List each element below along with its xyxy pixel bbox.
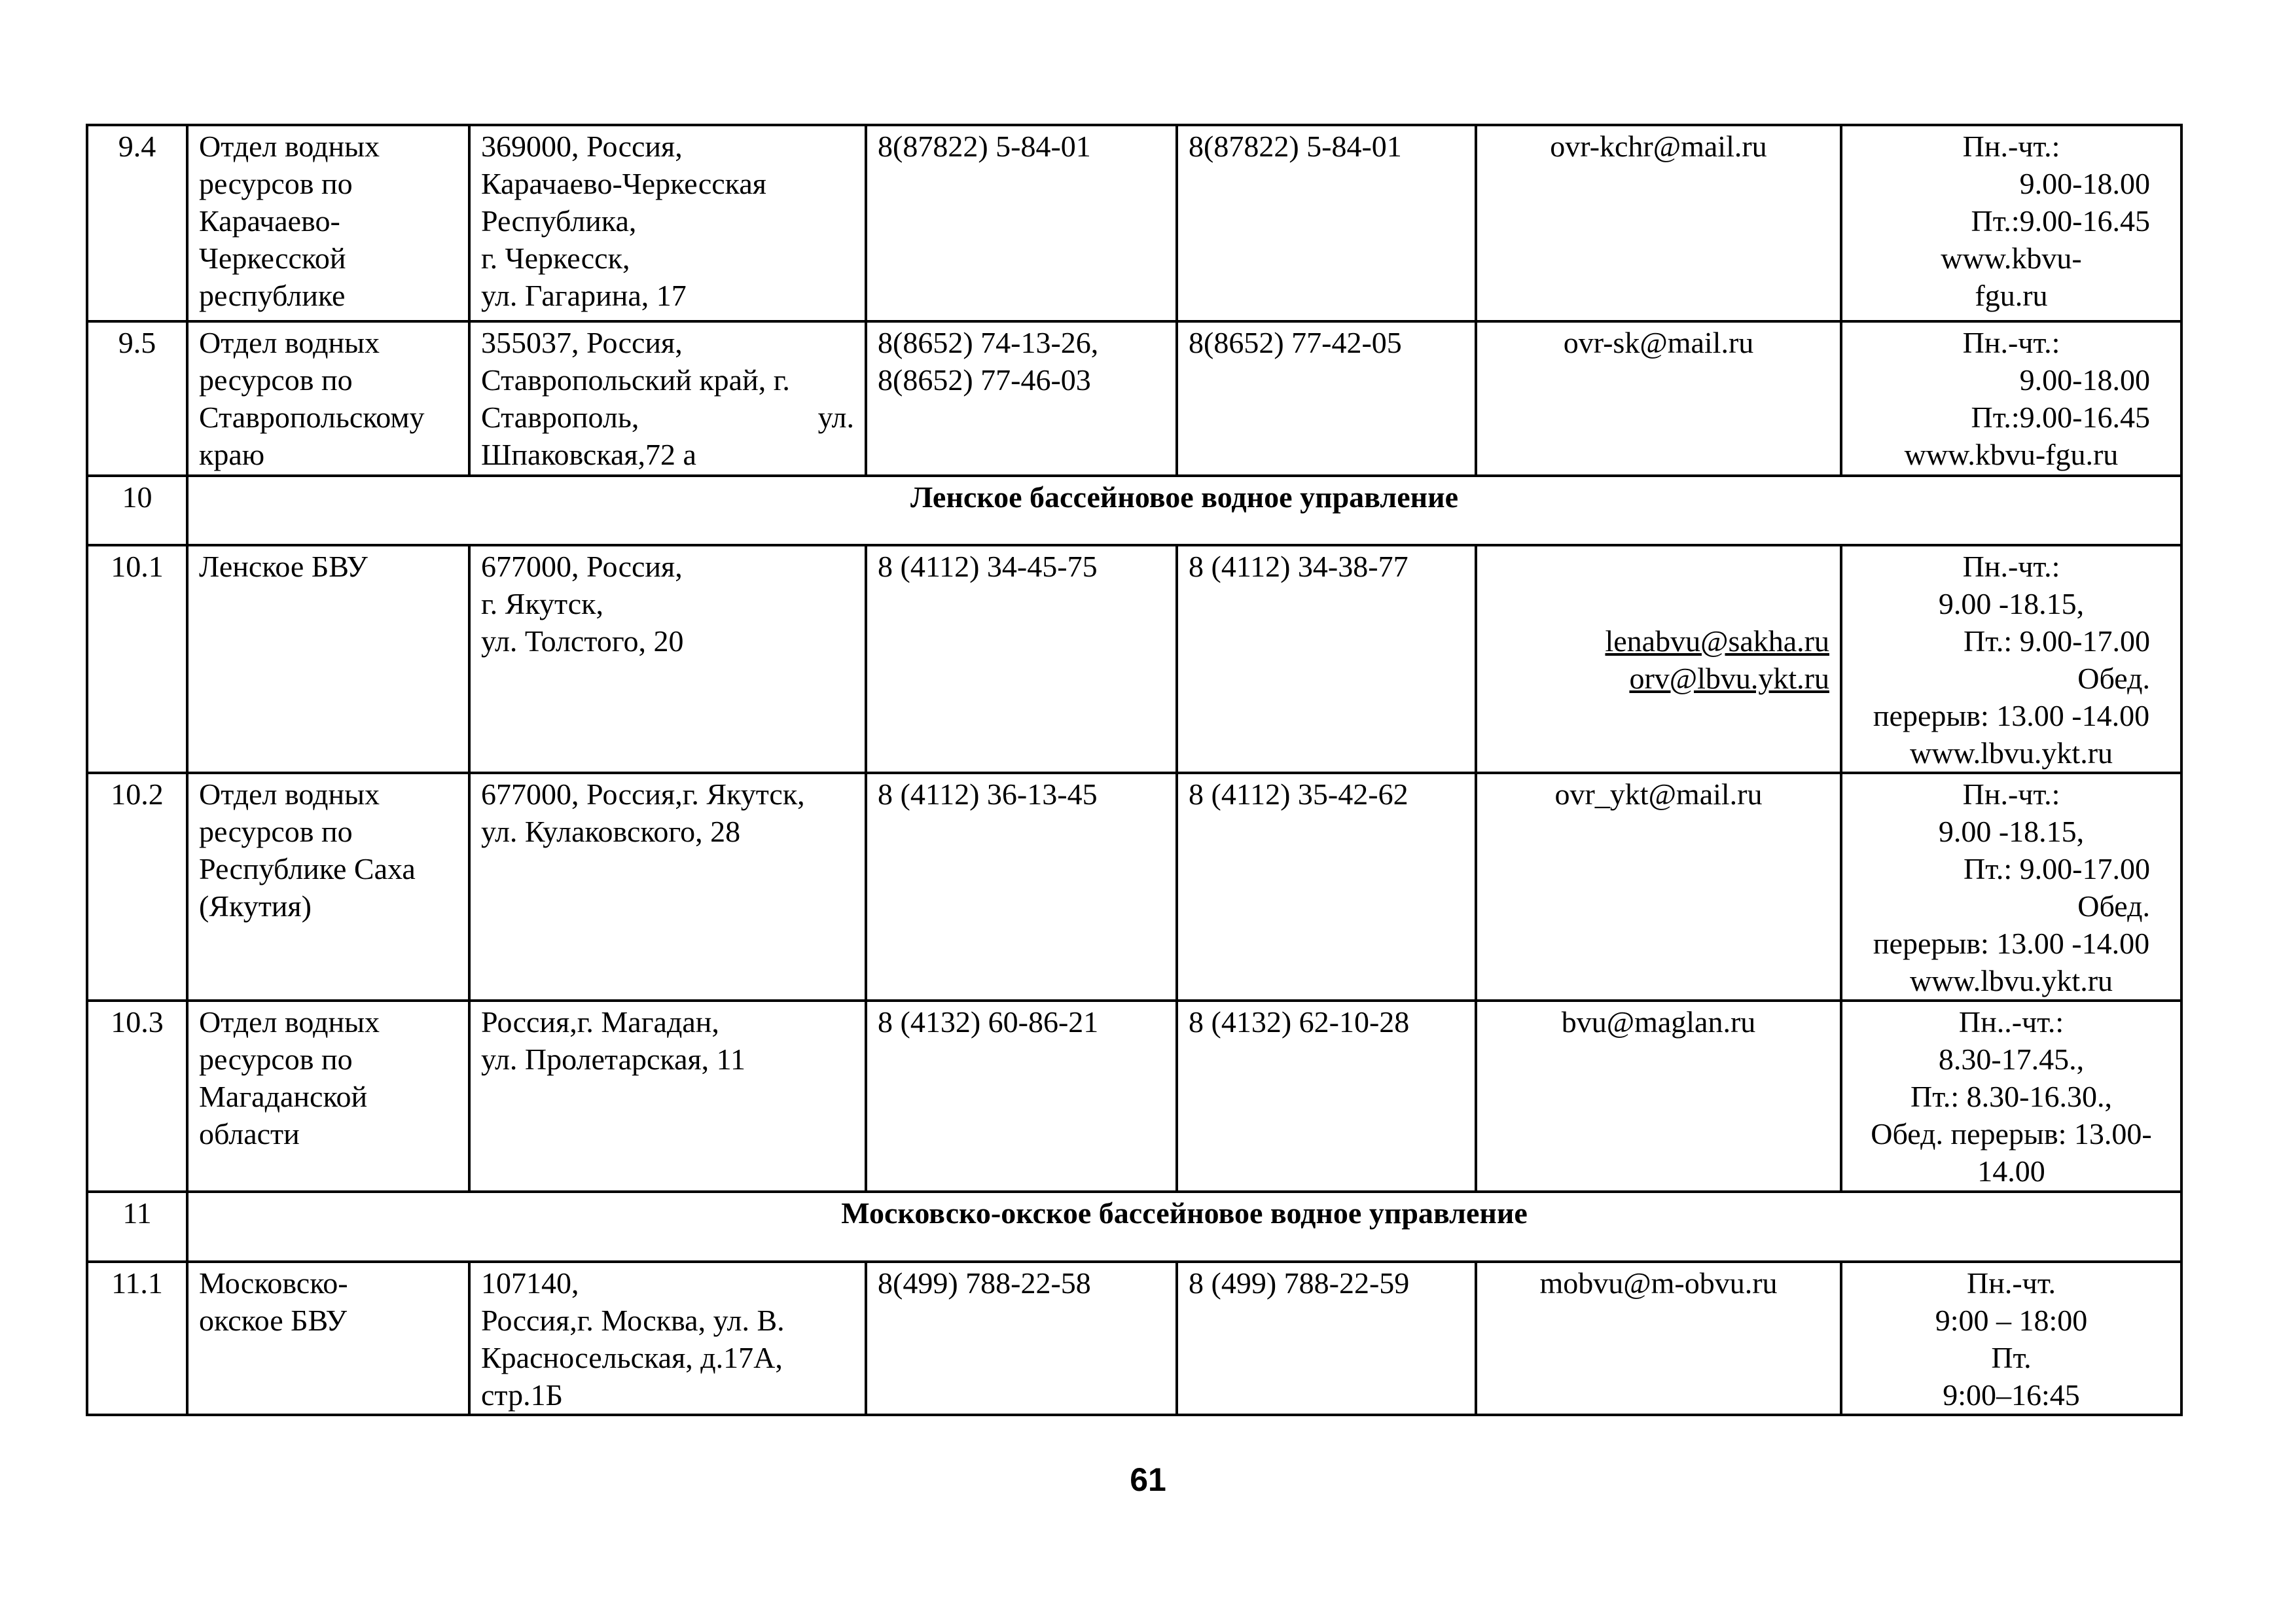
working-hours: Пн.-чт.: 9.00 -18.15, Пт.: 9.00-17.00 Обед. перерыв: 13.00 -14.00 www.lbvu.ykt.ru	[1841, 773, 2181, 1001]
section-number: 10	[87, 476, 187, 545]
fax: 8 (4112) 34-38-77	[1177, 545, 1476, 773]
address: Россия,г. Магадан, ул. Пролетарская, 11	[469, 1001, 866, 1192]
table-row	[87, 125, 2181, 321]
department-name: Ленское БВУ	[187, 545, 469, 773]
section-number: 11	[87, 1192, 187, 1262]
contacts-table	[86, 124, 2183, 1416]
section-row	[87, 476, 2181, 545]
working-hours: Пн.-чт.: 9.00 -18.15, Пт.: 9.00-17.00 Обед. перерыв: 13.00 -14.00 www.lbvu.ykt.ru	[1841, 545, 2181, 773]
phone: 8(499) 788-22-58	[866, 1262, 1177, 1415]
department-name: Отдел водных ресурсов по Карачаево- Черкесской республике	[187, 125, 469, 321]
fax: 8 (4112) 35-42-62	[1177, 773, 1476, 1001]
fax: 8 (499) 788-22-59	[1177, 1262, 1476, 1415]
address: 107140, Россия,г. Москва, ул. В. Красносельская, д.17А, стр.1Б	[469, 1262, 866, 1415]
working-hours: Пн..-чт.: 8.30-17.45., Пт.: 8.30-16.30., Обед. перерыв: 13.00- 14.00	[1841, 1001, 2181, 1192]
fax: 8(8652) 77-42-05	[1177, 321, 1476, 476]
address: 355037, Россия, Ставропольский край, г. Ставрополь, ул. Шпаковская,72 а	[469, 321, 866, 476]
row-number: 9.4	[87, 125, 187, 321]
email[interactable]: ovr_ykt@mail.ru	[1476, 773, 1841, 1001]
phone: 8 (4112) 36-13-45	[866, 773, 1177, 1001]
page-number: 61	[1130, 1461, 1166, 1498]
working-hours: Пн.-чт.: 9.00-18.00 Пт.:9.00-16.45 www.kbvu-fgu.ru	[1841, 321, 2181, 476]
working-hours: Пн.-чт. 9:00 – 18:00 Пт. 9:00–16:45	[1841, 1262, 2181, 1415]
row-number: 10.2	[87, 773, 187, 1001]
email[interactable]: ovr-sk@mail.ru	[1476, 321, 1841, 476]
phone: 8 (4112) 34-45-75	[866, 545, 1177, 773]
table-row	[87, 1262, 2181, 1415]
section-row	[87, 1192, 2181, 1262]
email[interactable]: ovr-kchr@mail.ru	[1476, 125, 1841, 321]
section-title: Московско-окское бассейновое водное управление	[187, 1192, 2181, 1262]
table-row	[87, 1001, 2181, 1192]
department-name: Отдел водных ресурсов по Республике Саха (Якутия)	[187, 773, 469, 1001]
email-link[interactable]: orv@lbvu.ykt.ru	[1629, 662, 1829, 695]
table-row	[87, 545, 2181, 773]
email[interactable]: bvu@maglan.ru	[1476, 1001, 1841, 1192]
fax: 8 (4132) 62-10-28	[1177, 1001, 1476, 1192]
address: 677000, Россия, г. Якутск, ул. Толстого, 20	[469, 545, 866, 773]
row-number: 9.5	[87, 321, 187, 476]
fax: 8(87822) 5-84-01	[1177, 125, 1476, 321]
row-number: 10.3	[87, 1001, 187, 1192]
section-title: Ленское бассейновое водное управление	[187, 476, 2181, 545]
department-name: Отдел водных ресурсов по Магаданской области	[187, 1001, 469, 1192]
address: 369000, Россия, Карачаево-Черкесская Республика, г. Черкесск, ул. Гагарина, 17	[469, 125, 866, 321]
phone: 8(8652) 74-13-26, 8(8652) 77-46-03	[866, 321, 1177, 476]
department-name: Отдел водных ресурсов по Ставропольскому краю	[187, 321, 469, 476]
department-name: Московско- окское БВУ	[187, 1262, 469, 1415]
email	[1476, 545, 1841, 773]
phone: 8(87822) 5-84-01	[866, 125, 1177, 321]
row-number: 10.1	[87, 545, 187, 773]
table-row	[87, 321, 2181, 476]
table-row	[87, 773, 2181, 1001]
email-link[interactable]: lenabvu@sakha.ru	[1605, 624, 1829, 658]
working-hours: Пн.-чт.: 9.00-18.00 Пт.:9.00-16.45 www.kbvu- fgu.ru	[1841, 125, 2181, 321]
phone: 8 (4132) 60-86-21	[866, 1001, 1177, 1192]
email[interactable]: mobvu@m-obvu.ru	[1476, 1262, 1841, 1415]
address: 677000, Россия,г. Якутск, ул. Кулаковского, 28	[469, 773, 866, 1001]
row-number: 11.1	[87, 1262, 187, 1415]
